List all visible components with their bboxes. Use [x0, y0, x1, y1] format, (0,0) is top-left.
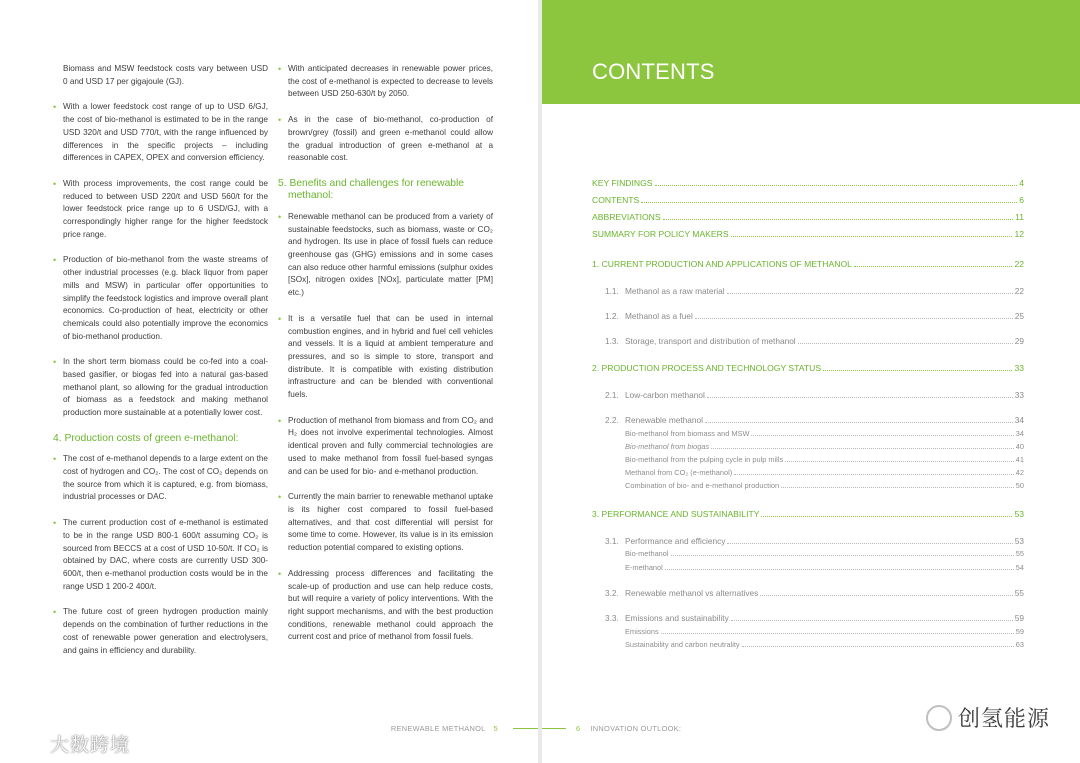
toc-page-number: 40 [1015, 442, 1024, 451]
toc-page-number: 41 [1015, 455, 1024, 464]
bullet-list-benefits [288, 211, 493, 644]
bullet-list-bio-costs [63, 101, 268, 419]
toc-leader-dots [798, 343, 1013, 344]
right-column [278, 63, 493, 657]
toc-leader-dots [665, 569, 1014, 570]
toc-leader-dots [655, 185, 1018, 186]
list-item: • With process improvements, the cost range could be reduced to between USD 220/t and USD 560/t for the lower feedstock price range up to 6 USD/GJ, with a correspondingly higher range for the higher feedstock price range. [63, 178, 268, 242]
toc-entry-label: Combination of bio- and e-methanol production [625, 481, 780, 490]
list-item: • With a lower feedstock cost range of up to USD 6/GJ, the cost of bio-methanol is estimated to be in the range USD 320/t and USD 770/t, with the range influenced by differences in the specific projects – including differences in CAPEX, OPEX and conversion efficiency. [63, 101, 268, 165]
toc-leader-dots [727, 293, 1013, 294]
list-item: • Production of methanol from biomass and from CO₂ and H₂ does not involve experimental technologies. Almost identical proven and fully commercial technologies are used to make methanol from fossil fuel-based syngas and can be used for bio- and e-methanol production. [288, 415, 493, 479]
toc-page-number: 33 [1014, 363, 1024, 373]
toc-entry-label: CONTENTS [592, 195, 640, 205]
toc-entry[interactable] [592, 429, 1024, 438]
toc-leader-dots [671, 555, 1014, 556]
toc-entry-label: 3.3. Emissions and sustainability [605, 613, 729, 623]
toc-entry[interactable] [592, 442, 1024, 451]
intro-paragraph: Biomass and MSW feedstock costs vary between USD 0 and USD 17 per gigajoule (GJ). [63, 64, 268, 86]
toc-entry[interactable] [592, 549, 1024, 558]
toc-entry[interactable] [592, 286, 1024, 296]
toc-entry[interactable] [592, 229, 1024, 239]
watermark-right [926, 702, 1050, 733]
toc-entry-label: E-methanol [625, 563, 663, 572]
toc-leader-dots [707, 397, 1013, 398]
toc-entry-label: 1.1. Methanol as a raw material [605, 286, 725, 296]
left-column [53, 63, 268, 670]
toc-page-number: 59 [1015, 627, 1024, 636]
toc-entry-number: 2.2. [605, 415, 619, 425]
watermark-left [8, 730, 130, 757]
left-footer [391, 724, 498, 733]
toc-page-number: 6 [1019, 195, 1024, 205]
toc-entry[interactable] [592, 259, 1024, 269]
toc-entry[interactable] [592, 588, 1024, 598]
toc-entry-label: SUMMARY FOR POLICY MAKERS [592, 229, 729, 239]
toc-entry[interactable] [592, 212, 1024, 222]
toc-leader-dots [695, 318, 1013, 319]
toc-entry-label: Methanol from CO₂ (e-methanol) [625, 468, 733, 477]
list-item: • Renewable methanol can be produced from a variety of sustainable feedstocks, such as biomass, waste or CO₂ and hydrogen. Its use in place of fossil fuels can reduce greenhouse gas (GHG) emissions and in some cases can also reduce other harmful emissions (sulphur oxides [SOx], nitrogen oxides [NOx], particulate matter [PM] etc.) [288, 211, 493, 300]
list-item: • With anticipated decreases in renewable power prices, the cost of e-methanol is expected to decrease to levels between USD 250-630/t by 2050. [288, 63, 493, 101]
toc-entry[interactable] [592, 390, 1024, 400]
toc-entry-label: Bio-methanol from biogas [625, 442, 710, 451]
toc-entry-label: Bio-methanol [625, 549, 669, 558]
toc-page-number: 29 [1014, 336, 1024, 346]
toc-entry-label: 1.3. Storage, transport and distribution of methanol [605, 336, 796, 346]
toc-entry[interactable] [592, 195, 1024, 205]
toc-leader-dots [854, 266, 1013, 267]
toc-page-number: 22 [1014, 286, 1024, 296]
toc-entry-number: 1.2. [605, 311, 619, 321]
watermark-text: 大数跨境 [50, 734, 131, 756]
toc-entry-label: Sustainability and carbon neutrality [625, 640, 740, 649]
toc-leader-dots [781, 487, 1014, 488]
toc-leader-dots [734, 474, 1014, 475]
toc-leader-dots [823, 370, 1012, 371]
toc-entry-label: 2.1. Low-carbon methanol [605, 390, 705, 400]
toc-leader-dots [641, 202, 1017, 203]
page-number: 6 [576, 724, 581, 733]
list-item: • Currently the main barrier to renewable methanol uptake is its higher cost compared to fossil fuel-based alternatives, and that cost differential will persist for some time to come. However, its value is in its emission reduction potential compared to existing options. [288, 491, 493, 555]
toc-entry[interactable] [592, 455, 1024, 464]
toc-entry[interactable] [592, 481, 1024, 490]
toc-entry-number: 2.1. [605, 390, 619, 400]
toc-entry-number: 1.3. [605, 336, 619, 346]
toc-leader-dots [663, 219, 1013, 220]
bullet-list-future-costs [288, 63, 493, 165]
toc-entry[interactable] [592, 563, 1024, 572]
toc-entry-number: 3.1. [605, 536, 619, 546]
toc-entry-label: 3. PERFORMANCE AND SUSTAINABILITY [592, 509, 760, 519]
toc-leader-dots [727, 543, 1012, 544]
toc-page-number: 63 [1015, 640, 1024, 649]
toc-entry-label: Emissions [625, 627, 659, 636]
toc-leader-dots [731, 620, 1013, 621]
toc-page-number: 54 [1015, 563, 1024, 572]
toc-entry-label: 1.2. Methanol as a fuel [605, 311, 693, 321]
toc-page-number: 50 [1015, 481, 1024, 490]
toc-entry-label: 2.2. Renewable methanol [605, 415, 703, 425]
bullet-list-e-methanol [63, 453, 268, 657]
list-item: • The future cost of green hydrogen production mainly depends on the combination of further reductions in the cost of renewable power generation and electrolysers, and gains in efficiency and durability. [63, 606, 268, 657]
toc-page-number: 25 [1014, 311, 1024, 321]
toc-entry-label: 3.2. Renewable methanol vs alternatives [605, 588, 759, 598]
footer-rule [542, 728, 566, 729]
toc-entry[interactable] [592, 613, 1024, 623]
toc-page-number: 4 [1019, 178, 1024, 188]
toc-entry[interactable] [592, 640, 1024, 649]
toc-entry[interactable] [592, 311, 1024, 321]
toc-entry-label: 3.1. Performance and efficiency [605, 536, 726, 546]
watermark-logo-icon [8, 733, 44, 755]
toc-entry-label: Bio-methanol from the pulping cycle in pulp mills [625, 455, 784, 464]
toc-page-number: 53 [1014, 509, 1024, 519]
list-item: • The current production cost of e-methanol is estimated to be in the range USD 800-1 600/t assuming CO₂ is sourced from BECCS at a cost of USD 10-50/t. If CO₂ is obtained by DAC, where costs are currently USD 300-600/t, then e-methanol production costs would be in the range USD 1 200-2 400/t. [63, 517, 268, 593]
toc-page-number: 12 [1014, 229, 1024, 239]
footer-rule [513, 728, 538, 729]
list-item: • Addressing process differences and facilitating the scale-up of production and use can help reduce costs, but will require a variety of policy interventions. With the right support mechanisms, and with the best production conditions, renewable methanol could approach the current cost and price of methanol from fossil fuels. [288, 568, 493, 644]
toc-page-number: 34 [1015, 429, 1024, 438]
toc-page-number: 22 [1014, 259, 1024, 269]
toc-page-number: 53 [1014, 536, 1024, 546]
section-heading-4: 4. Production costs of green e-methanol: [53, 432, 239, 444]
toc-entry-number: 3.3. [605, 613, 619, 623]
toc-leader-dots [742, 646, 1014, 647]
right-footer [576, 724, 681, 733]
toc-entry-label: 1. CURRENT PRODUCTION AND APPLICATIONS OF METHANOL [592, 259, 852, 269]
section-heading-5: 5. Benefits and challenges for renewable methanol: [278, 177, 465, 202]
toc-entry[interactable] [592, 509, 1024, 519]
toc-entry-number: 3.2. [605, 588, 619, 598]
toc-leader-dots [761, 516, 1012, 517]
toc-page-number: 59 [1014, 613, 1024, 623]
toc-entry-label: KEY FINDINGS [592, 178, 653, 188]
toc-leader-dots [731, 236, 1013, 237]
toc-entry[interactable] [592, 178, 1024, 188]
left-page [0, 0, 538, 763]
toc-page-number: 34 [1014, 415, 1024, 425]
list-item: • In the short term biomass could be co-fed into a coal-based gasifier, or biogas fed into a natural gas-based methanol plant, so allowing for the gradual introduction of biomass as a feedstock and making methanol production more sustainable at a potentially lower cost. [63, 356, 268, 420]
toc-leader-dots [785, 461, 1014, 462]
page-title: CONTENTS [592, 59, 715, 84]
toc-entry[interactable] [592, 363, 1024, 373]
page-number: 5 [493, 724, 498, 733]
toc-leader-dots [711, 448, 1014, 449]
toc-leader-dots [661, 633, 1014, 634]
list-item: • The cost of e-methanol depends to a large extent on the cost of hydrogen and CO₂. The cost of CO₂ depends on the source from which it is captured, e.g. from biomass, industrial processes or DAC. [63, 453, 268, 504]
toc-page-number: 11 [1015, 212, 1024, 222]
toc-page-number: 55 [1014, 588, 1024, 598]
toc-leader-dots [760, 595, 1012, 596]
toc-page-number: 33 [1014, 390, 1024, 400]
toc-entry[interactable] [592, 627, 1024, 636]
contents-banner [542, 0, 1080, 104]
toc-leader-dots [705, 422, 1013, 423]
toc-entry[interactable] [592, 336, 1024, 346]
toc-entry[interactable] [592, 468, 1024, 477]
wechat-icon [926, 705, 952, 731]
watermark-text: 创氢能源 [957, 707, 1050, 732]
toc-entry-label: Bio-methanol from biomass and MSW [625, 429, 750, 438]
toc-entry-label: 2. PRODUCTION PROCESS AND TECHNOLOGY STATUS [592, 363, 822, 373]
list-item: • Production of bio-methanol from the waste streams of other industrial processes (e.g. black liquor from paper mills and MSW) in particular offer opportunities to simplify the feedstock logistics and improve overall plant economics. Co-production of heat, electricity or other chemicals could also potentially improve the economics of bio-methanol production. [63, 254, 268, 343]
footer-label: INNOVATION OUTLOOK: [590, 724, 682, 733]
toc-page-number: 55 [1015, 549, 1024, 558]
toc-page-number: 42 [1015, 468, 1024, 477]
list-item: • As in the case of bio-methanol, co-production of brown/grey (fossil) and green e-methanol could allow the gradual introduction of green e-methanol at a reasonable cost. [288, 114, 493, 165]
footer-label: RENEWABLE METHANOL [390, 724, 486, 733]
toc-leader-dots [751, 435, 1013, 436]
list-item: • It is a versatile fuel that can be used in internal combustion engines, and in hybrid and fuel cell vehicles and vessels. It is a liquid at ambient temperature and pressures, and so is simple to store, transport and distribute. It is compatible with existing distribution infrastructure and can be blended with conventional fuels. [288, 313, 493, 402]
toc-entry[interactable] [592, 536, 1024, 546]
toc-entry-number: 1.1. [605, 286, 619, 296]
right-page [542, 0, 1080, 763]
toc-entry[interactable] [592, 415, 1024, 425]
toc-entry-label: ABBREVIATIONS [592, 212, 661, 222]
